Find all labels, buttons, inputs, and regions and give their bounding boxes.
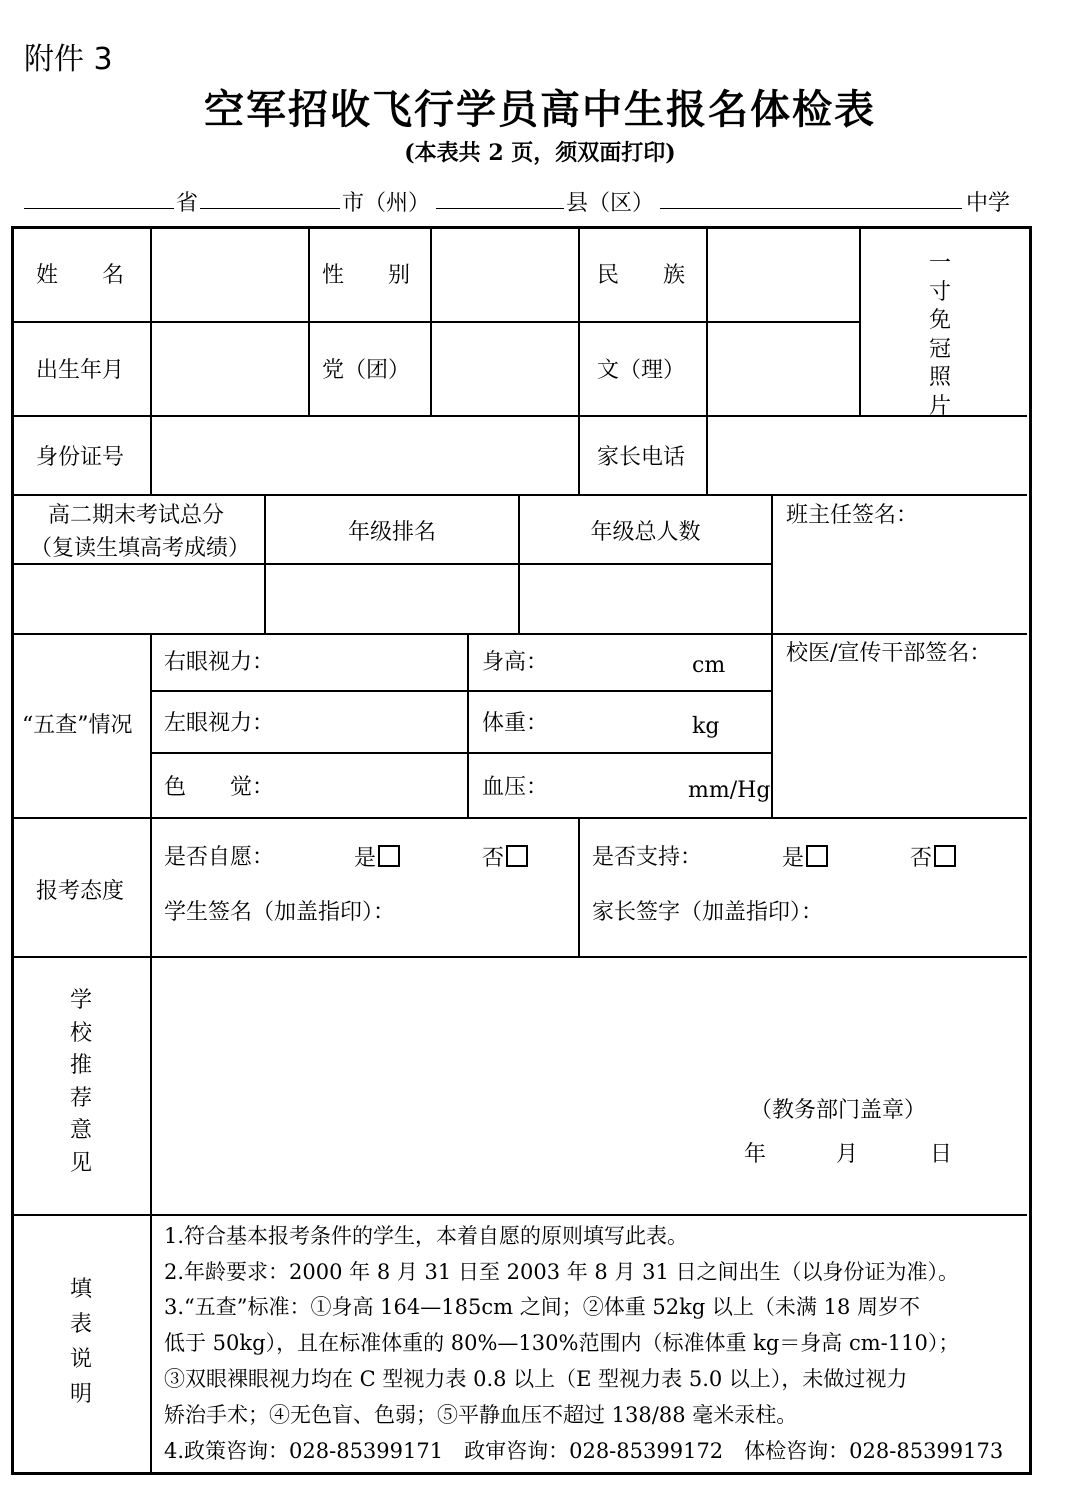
doctor-sign-label: 校医/宣传干部签名： [786, 641, 992, 666]
support-yes-checkbox[interactable] [806, 845, 828, 867]
support-no-label: 否 [910, 846, 933, 871]
voluntary-no-checkbox[interactable] [506, 845, 528, 867]
note-line-7: 4.政策咨询：028-85399171 政审咨询：028-85399172 体检咨询：028-85399173 [164, 1439, 1004, 1463]
voluntary-yes[interactable] [354, 845, 400, 872]
year-label: 年 [744, 1142, 767, 1167]
left-eye-label: 左眼视力： [164, 711, 275, 736]
note-line-5: ③双眼裸眼视力均在 C 型视力表 0.8 以上（E 型视力表 5.0 以上），未做过视力 [164, 1367, 908, 1391]
province-blank[interactable] [24, 208, 174, 209]
note-line-1: 1.符合基本报考条件的学生，本着自愿的原则填写此表。 [164, 1224, 689, 1248]
county-blank[interactable] [436, 208, 564, 209]
note-line-2: 2.年龄要求：2000 年 8 月 31 日至 2003 年 8 月 31 日之间出生（以身份证为准）。 [164, 1260, 960, 1284]
gender-label: 性 别 [322, 263, 411, 288]
voluntary-no[interactable] [482, 845, 528, 872]
height-unit: cm [692, 653, 726, 678]
stamp-label: （教务部门盖章） [750, 1098, 927, 1123]
support-yes[interactable] [782, 845, 828, 872]
attachment-label: 附件 3 [24, 42, 113, 77]
support-label: 是否支持： [592, 845, 703, 870]
five-checks-label: “五查”情况 [22, 713, 133, 738]
day-label: 日 [930, 1142, 953, 1167]
id-number-label: 身份证号 [36, 445, 125, 470]
weight-label: 体重： [482, 711, 549, 736]
support-no-checkbox[interactable] [934, 845, 956, 867]
school-blank[interactable] [660, 208, 962, 209]
form-subtitle: (本表共 2 页，须双面打印) [404, 140, 676, 166]
student-sign-label: 学生签名（加盖指印）： [164, 900, 396, 925]
support-no[interactable] [910, 845, 956, 872]
weight-unit: kg [692, 714, 720, 739]
birth-label: 出生年月 [36, 358, 125, 383]
month-label: 月 [836, 1142, 859, 1167]
note-line-6: 矫治手术；④无色盲、色弱；⑤平静血压不超过 138/88 毫米汞柱。 [164, 1403, 798, 1427]
parent-sign-label: 家长签字（加盖指印）： [592, 900, 824, 925]
attitude-label: 报考态度 [36, 879, 125, 904]
city-label: 市（州） [342, 191, 431, 216]
support-yes-label: 是 [782, 846, 805, 871]
score-label-line2: （复读生填高考成绩） [30, 536, 251, 561]
note-line-4: 低于 50kg），且在标准体重的 80%—130%范围内（标准体重 kg＝身高 cm-110）； [164, 1331, 960, 1355]
bp-label: 血压： [482, 775, 549, 800]
name-label: 姓 名 [36, 263, 125, 288]
voluntary-yes-label: 是 [354, 846, 377, 871]
county-label: 县（区） [566, 191, 655, 216]
ethnicity-label: 民 族 [597, 263, 686, 288]
party-label: 党（团） [322, 358, 411, 383]
parent-phone-label: 家长电话 [597, 445, 686, 470]
photo-placeholder: 一寸免冠照片 [928, 251, 951, 419]
stream-label: 文（理） [597, 358, 686, 383]
school-label: 中学 [966, 191, 1011, 216]
grade-rank-label: 年级排名 [347, 520, 436, 545]
teacher-sign-label: 班主任签名： [786, 503, 919, 528]
voluntary-yes-checkbox[interactable] [378, 845, 400, 867]
score-label-line1: 高二期末考试总分 [48, 503, 225, 528]
voluntary-no-label: 否 [482, 846, 505, 871]
instructions-label: 填表说明 [69, 1277, 92, 1407]
grade-total-label: 年级总人数 [590, 520, 701, 545]
color-sense-label: 色 觉： [164, 775, 275, 800]
voluntary-label: 是否自愿： [164, 845, 275, 870]
height-label: 身高： [482, 650, 549, 675]
city-blank[interactable] [200, 208, 340, 209]
note-line-3: 3.“五查”标准：①身高 164—185cm 之间；②体重 52kg 以上（未满 18 周岁不 [164, 1295, 921, 1319]
province-label: 省 [176, 191, 199, 216]
form-title: 空军招收飞行学员高中生报名体检表 [204, 86, 876, 133]
recommend-label: 学校推荐意见 [69, 988, 92, 1176]
bp-unit: mm/Hg [688, 778, 771, 803]
right-eye-label: 右眼视力： [164, 650, 275, 675]
